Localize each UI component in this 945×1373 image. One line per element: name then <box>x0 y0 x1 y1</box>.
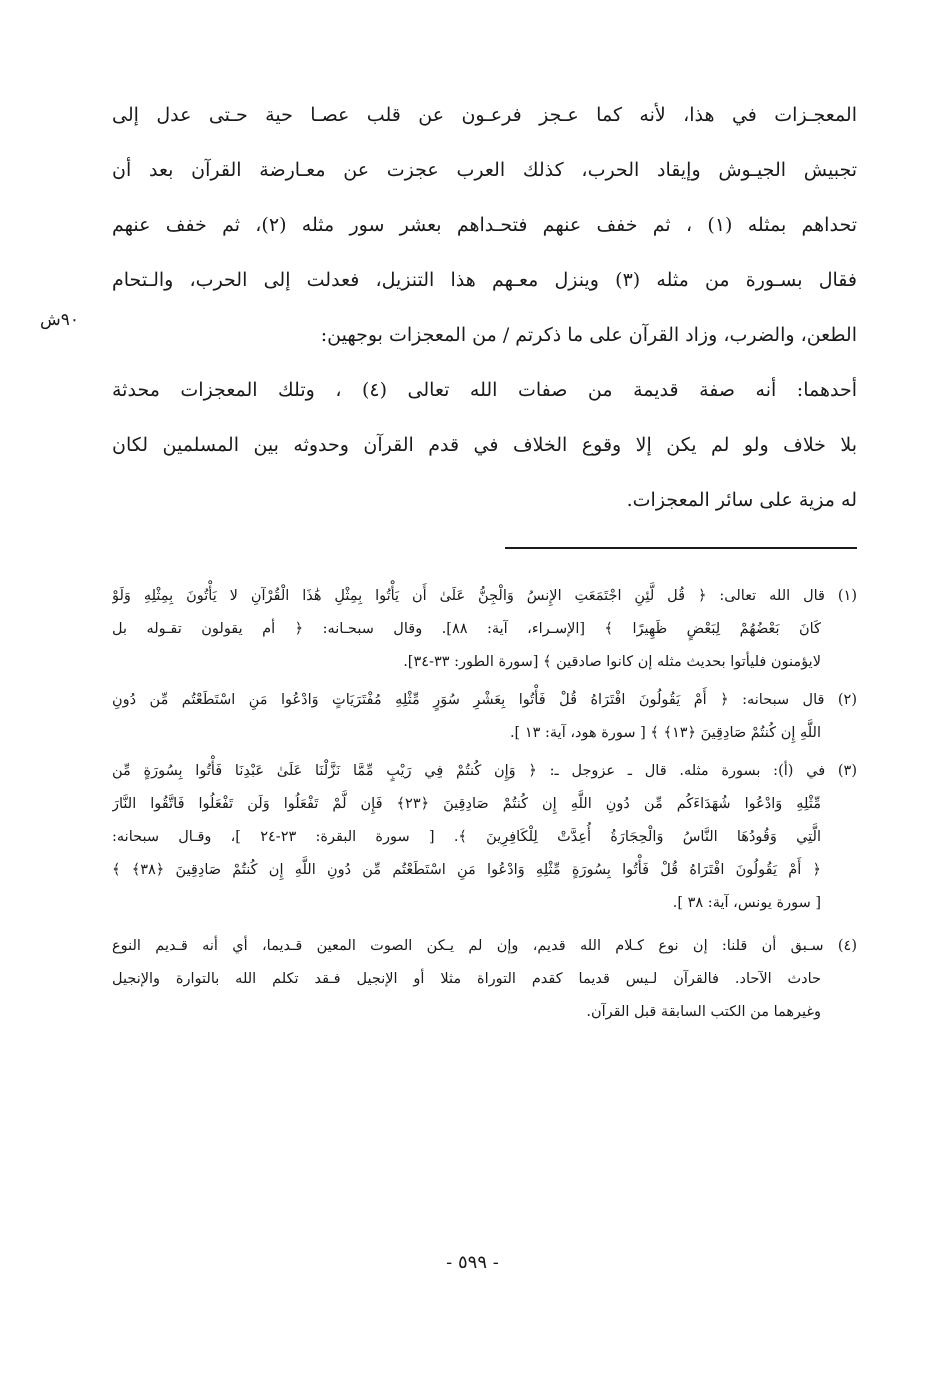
footnote-line: الَّتِي وَقُودُهَا النَّاسُ وَالْحِجَارَةُ أُعِدَّتْ لِلْكَافِرِينَ ﴾. [ سورة البقرة: ٢٣-٢٤ ]، وقـال سبحانه: <box>112 829 821 845</box>
footnote-line: لايؤمنون فليأتوا بحديث مثله إن كانوا صادقين ﴾ [سورة الطور: ٣٣-٣٤]. <box>403 654 821 670</box>
body-line: له مزية على سائر المعجزات. <box>626 489 857 511</box>
body-line: فقال بسـورة من مثله (٣) وينزل معـهم هذا التنزيل، فعدلت إلى الحرب، والـتحام <box>112 269 857 291</box>
footnote-line: (١) قال الله تعالى: ﴿ قُل لَّئِنِ اجْتَمَعَتِ الإِنسُ وَالْجِنُّ عَلَىٰ أَن يَأْتُوا بِمِثْلِ هَٰذَا الْقُرْآنِ لا يَأْتُونَ بِمِثْلِهِ وَلَوْ <box>112 588 857 604</box>
footnote-2 <box>112 684 857 750</box>
footnote-line: [ سورة يونس، آية: ٣٨ ]. <box>672 895 821 911</box>
footnote-line: مِّثْلِهِ وَادْعُوا شُهَدَاءَكُم مِّن دُونِ اللَّهِ إِن كُنتُمْ صَادِقِينَ ﴿٢٣﴾ فَإِن لَّمْ تَفْعَلُوا وَلَن تَفْعَلُوا فَاتَّقُوا النَّارَ <box>112 796 821 812</box>
footnotes-section <box>112 580 857 1029</box>
footnote-1 <box>112 580 857 679</box>
margin-folio-note: ٩٠ش <box>40 310 80 330</box>
body-line: تجبيش الجيـوش وإيقاد الحرب، كذلك العرب عجزت عن معـارضة القرآن بعد أن <box>112 159 857 181</box>
body-line: بلا خلاف ولو لم يكن إلا وقوع الخلاف في قدم القرآن وحدوثه بين المسلمين لكان <box>112 434 857 456</box>
body-line: أحدهما: أنه صفة قديمة من صفات الله تعالى (٤) ، وتلك المعجزات محدثة <box>112 379 857 401</box>
footnote-line: اللَّهِ إِن كُنتُمْ صَادِقِينَ ﴿١٣﴾ ﴾ [ سورة هود، آية: ١٣ ]. <box>509 725 821 741</box>
footnote-line: (٣) في (أ): بسورة مثله. قال ـ عزوجل ـ: ﴿ وَإِن كُنتُمْ فِي رَيْبٍ مِّمَّا نَزَّلْنَا عَلَىٰ عَبْدِنَا فَأْتُوا بِسُورَةٍ مِّن <box>112 763 857 779</box>
main-body-text <box>112 88 857 528</box>
body-line: الطعن، والضرب، وزاد القرآن على ما ذكرتم / من المعجزات بوجهين: <box>320 324 857 346</box>
footnote-line: كَانَ بَعْضُهُمْ لِبَعْضٍ ظَهِيرًا ﴾ [الإسـراء، آية: ٨٨]. وقال سبحـانه: ﴿ أم يقولون تقـوله بل <box>112 621 821 637</box>
body-line: المعجـزات في هذا، لأنه كما عـجز فرعـون عن قلب عصـا حية حـتى عدل إلى <box>112 104 857 126</box>
footnote-line: ﴿ أَمْ يَقُولُونَ افْتَرَاهُ قُلْ فَأْتُوا بِسُورَةٍ مِّثْلِهِ وَادْعُوا مَنِ اسْتَطَعْتُم مِّن دُونِ اللَّهِ إِن كُنتُمْ صَادِقِينَ ﴿٣٨﴾ ﴾ <box>112 862 821 878</box>
footnote-line: حادث الآحاد. فالقرآن لـيس قديما كقدم التوراة مثلا أو الإنجيل فـقد تكلم الله بالتوارة والإنجيل <box>112 971 821 987</box>
footnote-3 <box>112 755 857 920</box>
footnote-separator-rule <box>505 547 857 549</box>
footnote-4 <box>112 930 857 1029</box>
footnote-line: (٢) قال سبحانه: ﴿ أَمْ يَقُولُونَ افْتَرَاهُ قُلْ فَأْتُوا بِعَشْرِ سُوَرٍ مِّثْلِهِ مُفْتَرَيَاتٍ وَادْعُوا مَنِ اسْتَطَعْتُم مِّن دُونِ <box>112 692 857 708</box>
page-number: - ٥٩٩ - <box>446 1252 499 1273</box>
footnote-line: وغيرهما من الكتب السابقة قبل القرآن. <box>586 1004 821 1020</box>
footnote-line: (٤) سـبق أن قلنا: إن نوع كـلام الله قديم، وإن لم يـكن الصوت المعين قـديما، أي أنه قـديم النوع <box>112 938 857 954</box>
body-line: تحداهم بمثله (١) ، ثم خفف عنهم فتحـداهم بعشر سور مثله (٢)، ثم خفف عنهم <box>112 214 857 236</box>
